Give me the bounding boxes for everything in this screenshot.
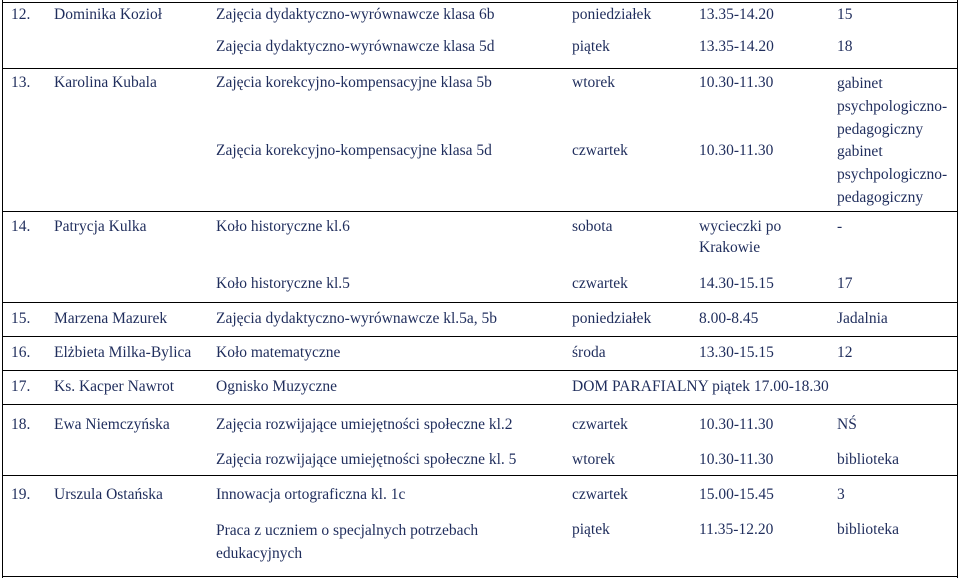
day: poniedziałek xyxy=(572,6,652,23)
row-number: 14. xyxy=(11,218,31,235)
day: czwartek xyxy=(572,142,628,159)
row-number: 19. xyxy=(11,486,31,503)
day: czwartek xyxy=(572,486,628,503)
time: 13.35-14.20 xyxy=(699,38,774,55)
teacher-name: Elżbieta Milka-Bylica xyxy=(54,344,192,361)
time: 10.30-11.30 xyxy=(699,142,774,159)
row-border xyxy=(2,2,958,3)
row-number: 17. xyxy=(11,378,31,395)
room: NŚ xyxy=(837,416,857,433)
day: środa xyxy=(572,344,606,361)
room: 18 xyxy=(837,38,853,55)
room: - xyxy=(837,218,843,235)
activity-name: Ognisko Muzyczne xyxy=(216,378,337,395)
row-number: 16. xyxy=(11,344,31,361)
row-border xyxy=(2,68,958,69)
activity-name: Zajęcia rozwijające umiejętności społeczne kl. 5 xyxy=(216,451,517,468)
time: 10.30-11.30 xyxy=(699,451,774,468)
time: wycieczki po Krakowie xyxy=(699,218,782,256)
time: 11.35-12.20 xyxy=(699,521,774,538)
row-border xyxy=(2,404,958,405)
room: gabinet psychpologiczno-pedagogiczny xyxy=(837,75,948,138)
time: 10.30-11.30 xyxy=(699,74,774,91)
time: 13.30-15.15 xyxy=(699,344,774,361)
row-number: 15. xyxy=(11,310,31,327)
room: 12 xyxy=(837,344,853,361)
room: gabinet psychpologiczno-pedagogiczny xyxy=(837,143,948,206)
time: 14.30-15.15 xyxy=(699,275,774,292)
row-border xyxy=(2,302,958,303)
activity-name: Zajęcia dydaktyczno-wyrównawcze kl.5a, 5b xyxy=(216,310,498,327)
room: biblioteka xyxy=(837,451,899,468)
activity-name: Zajęcia korekcyjno-kompensacyjne klasa 5b xyxy=(216,74,492,91)
row-number: 13. xyxy=(11,74,31,91)
teacher-name: Dominika Kozioł xyxy=(54,6,163,23)
activity-name: Zajęcia rozwijające umiejętności społeczne kl.2 xyxy=(216,416,513,433)
day: poniedziałek xyxy=(572,310,652,327)
room: 17 xyxy=(837,275,853,292)
day: piątek xyxy=(572,38,610,55)
teacher-name: Ks. Kacper Nawrot xyxy=(54,378,175,395)
activity-name: Zajęcia korekcyjno-kompensacyjne klasa 5d xyxy=(216,142,492,159)
room: 3 xyxy=(837,486,845,503)
teacher-name: Urszula Ostańska xyxy=(54,486,163,503)
teacher-name: Ewa Niemczyńska xyxy=(54,416,170,433)
activity-name: Innowacja ortograficzna kl. 1c xyxy=(216,486,406,503)
activity-name: Koło historyczne kl.5 xyxy=(216,275,350,292)
room: 15 xyxy=(837,6,853,23)
day: wtorek xyxy=(572,74,616,91)
activity-name: Koło matematyczne xyxy=(216,344,341,361)
teacher-name: Karolina Kubala xyxy=(54,74,157,91)
row-border xyxy=(2,576,958,577)
time: 15.00-15.45 xyxy=(699,486,774,503)
row-number: 18. xyxy=(11,416,31,433)
row-border xyxy=(2,475,958,476)
teacher-name: Marzena Mazurek xyxy=(54,310,168,327)
row-border xyxy=(2,336,958,337)
teacher-name: Patrycja Kulka xyxy=(54,218,147,235)
day: piątek xyxy=(572,521,610,538)
row-border xyxy=(2,211,958,212)
activity-name: Praca z uczniem o specjalnych potrzebach edukacyjnych xyxy=(216,522,479,562)
day: czwartek xyxy=(572,275,628,292)
time: 13.35-14.20 xyxy=(699,6,774,23)
activity-name: Zajęcia dydaktyczno-wyrównawcze klasa 5d xyxy=(216,38,495,55)
time: 10.30-11.30 xyxy=(699,416,774,433)
activity-name: Zajęcia dydaktyczno-wyrównawcze klasa 6b xyxy=(216,6,495,23)
room: Jadalnia xyxy=(837,310,888,327)
row-border xyxy=(2,370,958,371)
row-number: 12. xyxy=(11,6,31,23)
activity-name: Koło historyczne kl.6 xyxy=(216,218,350,235)
column-border xyxy=(2,0,3,578)
location-and-schedule: DOM PARAFIALNY piątek 17.00-18.30 xyxy=(572,378,829,395)
day: czwartek xyxy=(572,416,628,433)
room: biblioteka xyxy=(837,521,899,538)
day: wtorek xyxy=(572,451,616,468)
time: 8.00-8.45 xyxy=(699,310,759,327)
day: sobota xyxy=(572,218,613,235)
